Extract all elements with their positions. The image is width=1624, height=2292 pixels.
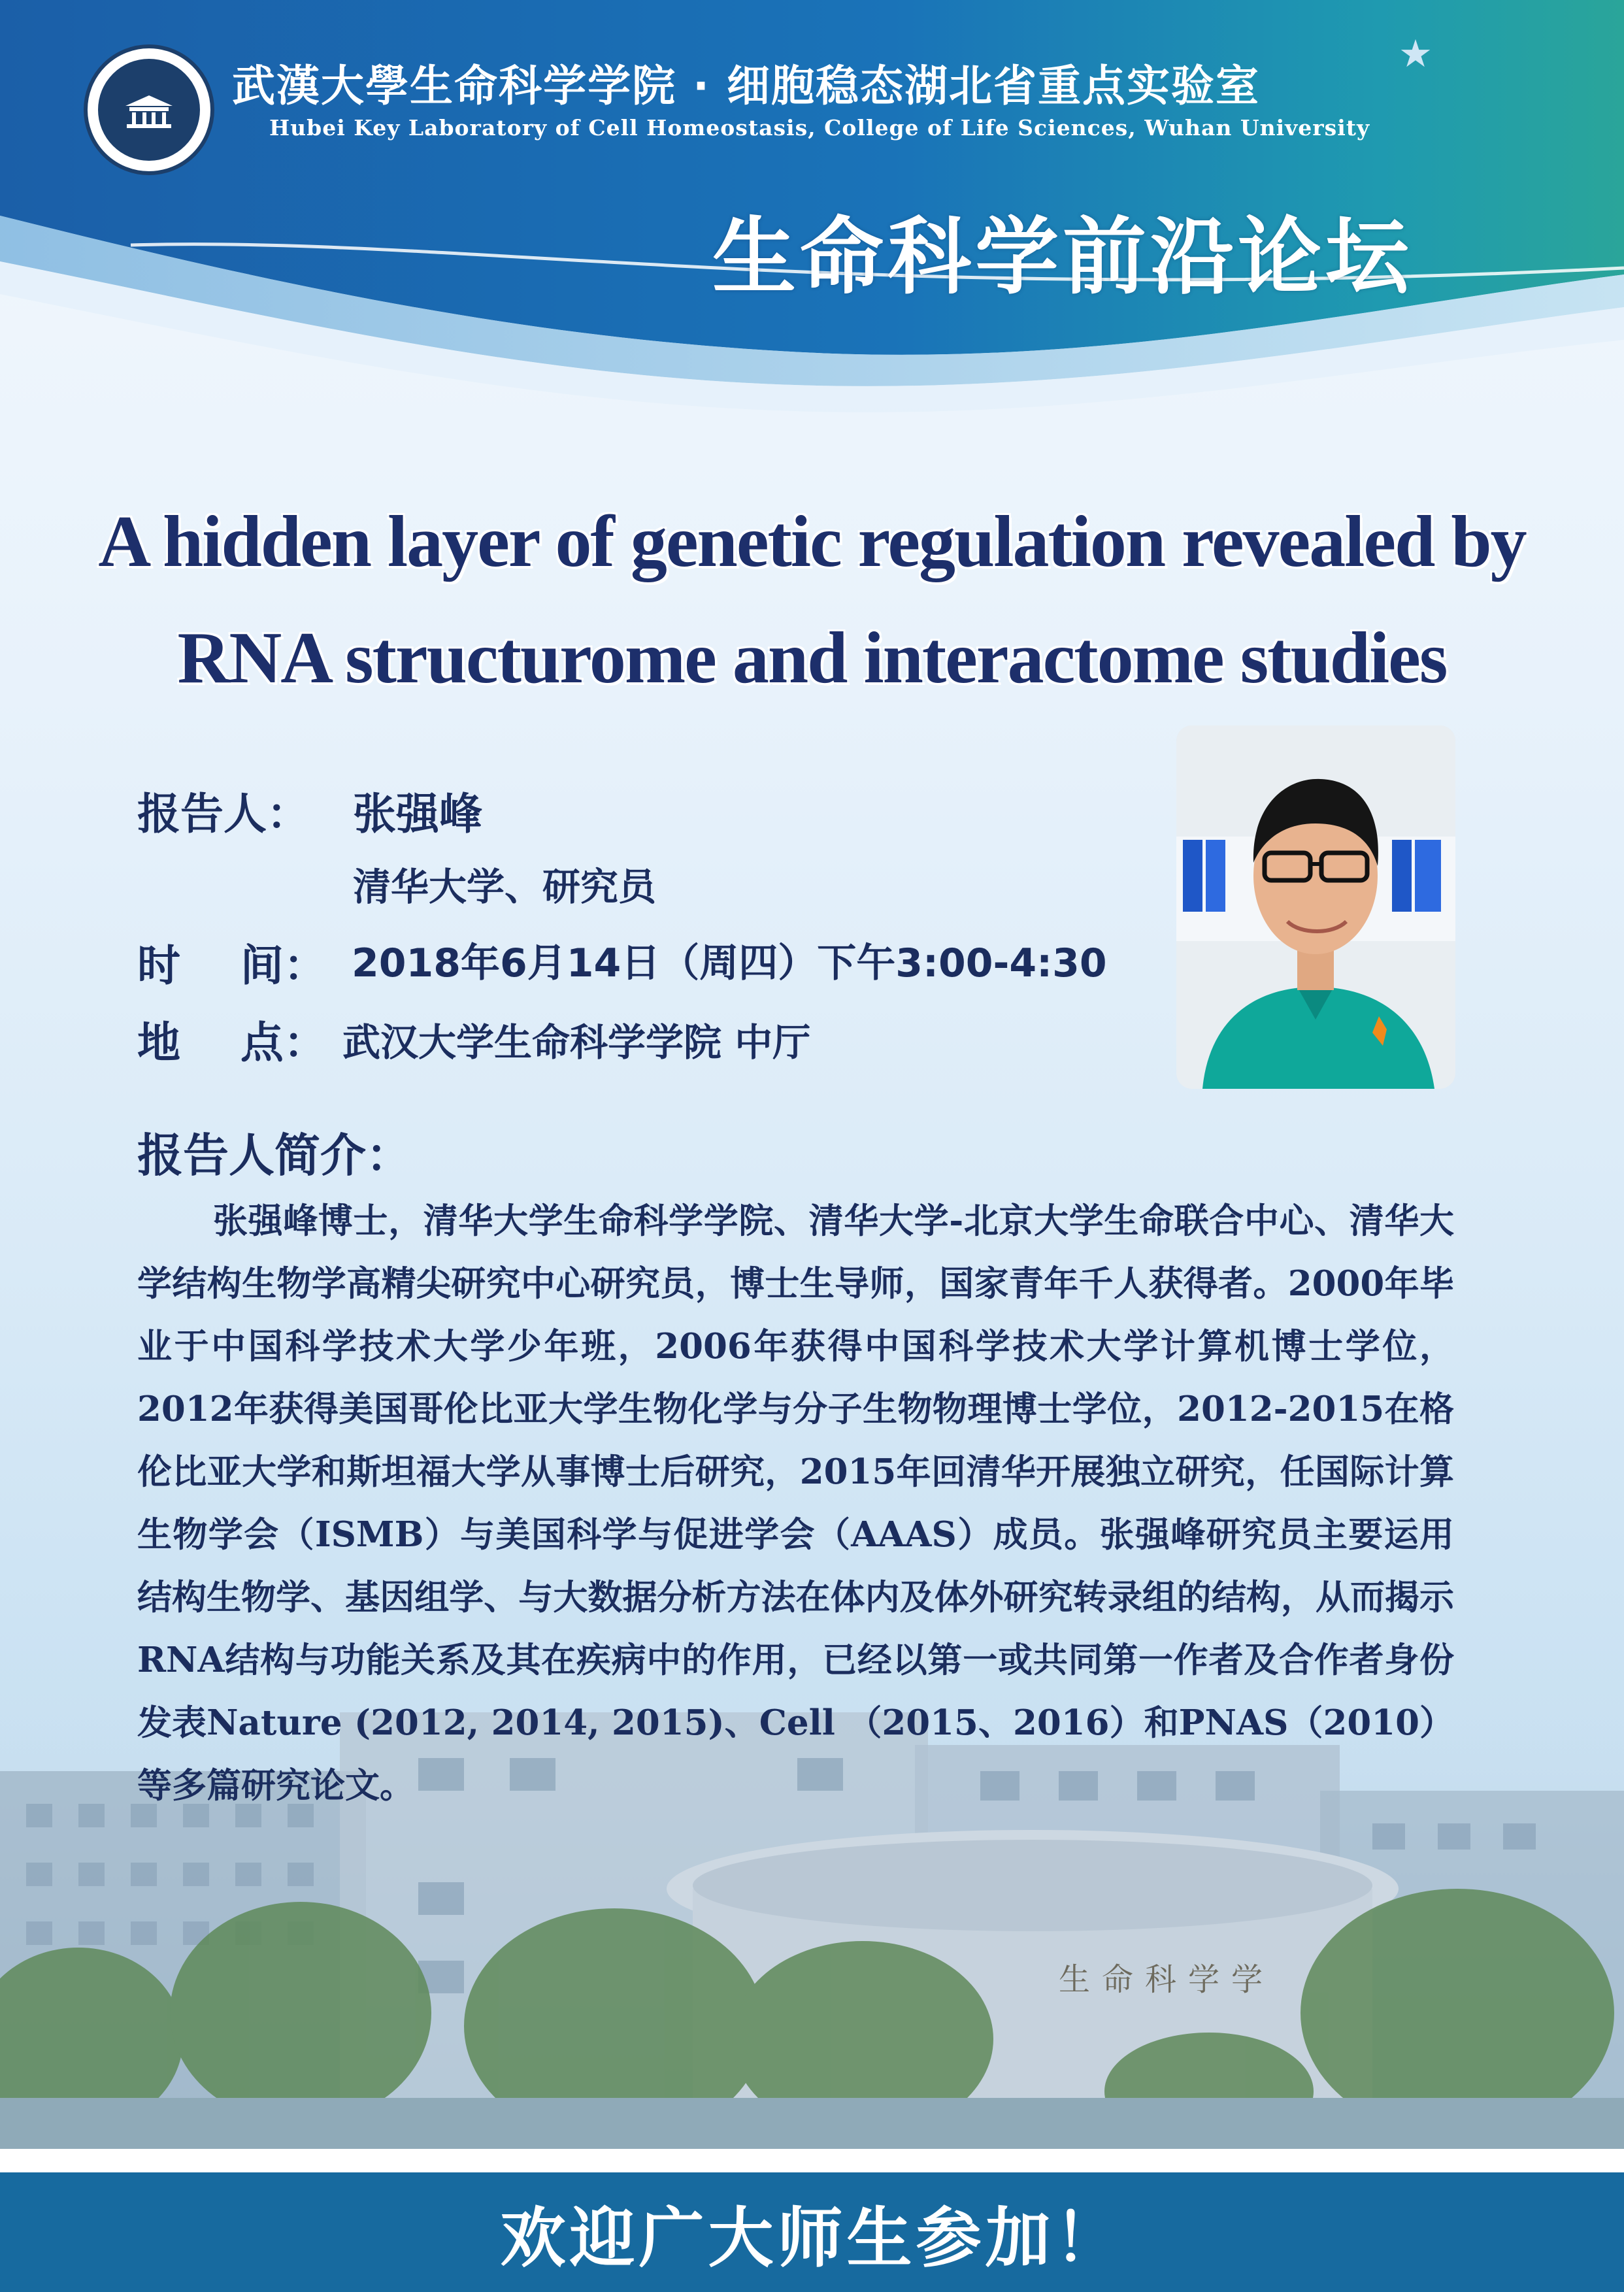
time-value: 2018年6月14日（周四）下午3:00-4:30 (352, 940, 1107, 986)
building-sign: 生命科学学 (1059, 1961, 1275, 1998)
place-label: 地 点： (137, 1018, 327, 1068)
logo-emblem-icon (98, 59, 200, 161)
footer-text: 欢迎广大师生参加！ (500, 2199, 1124, 2276)
talk-title (98, 484, 1526, 716)
institution-name-cn: 武漢大學生命科学学院 · 细胞稳态湖北省重点实验室 (232, 61, 1261, 111)
talk-title-line-1: A hidden layer of genetic regulation revealed by (98, 501, 1526, 582)
speaker-name: 张强峰 (353, 789, 482, 839)
footer-divider (0, 2149, 1624, 2172)
talk-title-line-2: RNA structurome and interactome studies (177, 618, 1447, 699)
institution-name-en: Hubei Key Laboratory of Cell Homeostasis, College of Life Sciences, Wuhan University (269, 115, 1370, 141)
footer-banner (0, 2172, 1624, 2292)
building-icon (123, 93, 175, 129)
speaker-affiliation: 清华大学、研究员 (353, 865, 657, 909)
time-label: 时 间： (137, 940, 327, 991)
star-icon: ★ (1399, 31, 1433, 76)
place-value: 武汉大学生命科学学院 中厅 (342, 1020, 811, 1065)
bio-heading: 报告人简介： (137, 1129, 412, 1182)
forum-title: 生命科学前沿论坛 (712, 208, 1414, 306)
speaker-portrait-icon (1176, 725, 1455, 1089)
bio-text: 张强峰博士，清华大学生命科学学院、清华大学-北京大学生命联合中心、清华大学结构生物学高精尖研究中心研究员，博士生导师，国家青年千人获得者。2000年毕业于中国科学技术大学少年班，2006年获得中国科学技术大学计算机博士学位，2012年获得美国哥伦比亚大学生物化学与分子生物物理博士学位，2012-2015在格伦比亚大学和斯坦福大学从事博士后研究，2015年回清华开展独立研究，任国际计算生物学会（ISMB）与美国科学与促进学会（AAAS）成员。张强峰研究员主要运用结构生物学、基因组学、与大数据分析方法在体内及体外研究转录组的结构，从而揭示RNA结构与功能关系及其在疾病中的作用，已经以第一或共同第一作者及合作者身份发表Nature (2012, 2014, 2015)、Cell （2015、2016）和PNAS（2010）等多篇研究论文。 (137, 1201, 1454, 1806)
speaker-label: 报告人： (137, 789, 310, 839)
university-logo (84, 44, 214, 175)
speaker-photo (1176, 725, 1455, 1089)
